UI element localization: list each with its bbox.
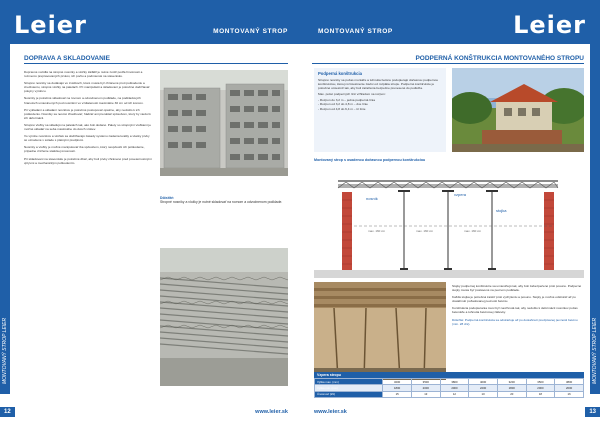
row-label: Únosnosť (kN) [315, 391, 383, 397]
table-cell: 15 [383, 391, 412, 397]
table-cell: 1800 [383, 385, 412, 391]
paragraph: Stojky podpernej konštrukcie sa umiestňujú tak, aby boli zabezpečené proti posunu. Podperné stojky musia byť postavené na pevnom podklade. [452, 284, 582, 293]
left-header-title: MONTOVANÝ STROP [213, 28, 288, 35]
diagram-spacing-2: max. 160 cm [416, 229, 434, 233]
right-page [300, 0, 600, 424]
list-item: - Rozpon od 3,2 do 4,8 m – dve línie [318, 102, 368, 107]
right-header-title: MONTOVANÝ STROP [318, 28, 393, 35]
left-header [0, 0, 300, 44]
paragraph: Nosníky je potrebné skladovať na rovnom a odvodnenom podklade, na podkladových hranoloch umiestnených pod nosníkmi vo vzdialenosti maximálne 30 cm od ich koncov. [24, 96, 144, 105]
table-cell: 10 [469, 391, 498, 397]
table-cell: 3800 [440, 379, 469, 385]
paragraph: Vo výrobe nosníkov a vložiek sa dodržiavajú zásady systému riadenia kvality a všetky prvky sú označené v súlade s platnými predpismi. [24, 134, 150, 143]
leier-logo: Leier [513, 11, 586, 39]
right-page-footer [300, 404, 600, 424]
right-side-strip [590, 44, 600, 394]
diagram-spacing-3: max. 160 cm [464, 229, 482, 233]
left-wall [342, 192, 352, 270]
ceiling-props-image [314, 282, 446, 380]
infobox-list-title: Max. počet podperných línií vzhľadom na rozpon: [318, 92, 386, 97]
stacked-blocks-image [160, 70, 288, 176]
left-website-link[interactable]: www.leier.sk [255, 409, 288, 415]
support-diagram [314, 170, 584, 278]
table-cell: 1800 [497, 385, 526, 391]
note: Dôležité: Podperná konštrukcia sa odstraňuje až po dosiahnutí predpísanej pevnosti betónu (min. 28 dní). [452, 317, 578, 326]
stacked-beams-image [160, 248, 288, 386]
paragraph: Dopravné vozidlá na stropné nosníky a vložky LEIER je nutné zvoliť podľa hmotnosti a rozmerov prepravovaných prvkov, ich počtu a podmienok na stavenisku. [24, 70, 143, 79]
photo-stacked-beams [160, 248, 288, 386]
table-cell: 3800 [555, 379, 584, 385]
table-cell: 2000 [526, 385, 555, 391]
props-table [314, 372, 584, 398]
paragraph: Každá stojka je potrebná zaistiť proti vychýleniu a posunu. Stojky je možné odstrániť až po dosiahnutí požadovanej pevnosti betónu. [452, 295, 576, 304]
diagram-label-pillar: stojka [496, 208, 507, 213]
right-body-text [452, 284, 584, 329]
photo-house-construction [452, 68, 584, 152]
table-row [315, 391, 584, 397]
table-cell: 2000 [440, 385, 469, 391]
paragraph: Stropné vložky sa skladujú na paletách tak, ako boli dodané. Palety so stropnými vložkami je možné ukladať na seba maximálne do dvoch vrstiev. [24, 122, 151, 132]
caption-text: Stropné nosníky a vložky je nutné skladovať na rovnom a odvodnenom podklade. [160, 200, 283, 205]
left-side-strip [0, 44, 10, 394]
row-label: Výška max. (mm) [315, 379, 383, 385]
right-header [300, 0, 600, 44]
right-website-link[interactable]: www.leier.sk [314, 409, 347, 415]
support-infobox [314, 68, 446, 152]
table-cell: 3200 [497, 379, 526, 385]
table-cell: 2200 [469, 385, 498, 391]
infobox-list [318, 98, 442, 110]
table-cell: 3500 [526, 379, 555, 385]
right-wall [544, 192, 554, 270]
list-item: - Rozpon od 4,8 do 6,4 m – tri línie [318, 106, 366, 111]
table-cell: 13 [411, 391, 440, 397]
photo-stacked-blocks [160, 70, 288, 176]
left-page-number: 12 [0, 407, 15, 417]
support-structure-diagram [314, 170, 584, 278]
paragraph: Pri skladovaní na stavenisku je potrebné dbať, aby boli prvky chránené pred poveternostnými vplyvmi a mechanickým poškodením. [24, 156, 152, 165]
right-section-rule [312, 63, 584, 64]
left-section-title: DOPRAVA A SKLADOVANIE [24, 55, 110, 62]
table-cell: 18 [526, 391, 555, 397]
props-table-title: Vzpera stropu [314, 372, 584, 378]
table-cell: 3500 [411, 379, 440, 385]
table-cell: 2000 [555, 385, 584, 391]
infobox-title: Podperná konštrukcia [318, 71, 362, 76]
infobox-paragraph: Stropné nosníky sa počas montáže a tuhnutia betónu podopierajú dočasnou podpernou konštrukciou, ktorej rozmiestnenie závisí od rozpätia stropu. Podperné konštrukcie je potrebné umiestniť tak, aby boli zaťaženia bezpečne prenesené do podložia. [318, 78, 439, 91]
house-image [452, 68, 584, 152]
left-page-footer [0, 404, 300, 424]
diagram-label-prop: vzpera [454, 192, 467, 197]
table-cell: 12 [440, 391, 469, 397]
row-label: Výška min. (mm) [315, 385, 383, 391]
diagram-spacing-1: max. 160 cm [368, 229, 386, 233]
right-side-label: MONTOVANÝ STROP LEIER [592, 317, 598, 384]
table-cell: 3200 [383, 379, 412, 385]
paragraph: Konštrukcia podopierania musí byť navrhnutá tak, aby nedošlo k deformácii nosníkov počas betonáže a tuhnutia betónovej zálievky. [452, 306, 578, 315]
paragraph: Nosníky a vložky je možné manipulovať iba spôsobom, ktorý nespôsobí ich poškodenie, prípadne zníženie statickej únosnosti. [24, 145, 145, 154]
left-section-rule [24, 63, 288, 64]
paragraph: Stropné nosníky sa dodávajú vo zväzkoch, ktoré musia byť chránené proti poškodeniu a znečisteniu, stropné vložky na paletách. Pri manipulácii a skladovaní je potrebné dodržiavať pokyny výrobcu. [24, 81, 150, 94]
table-cell: 20 [497, 391, 526, 397]
leier-logo: Leier [14, 11, 87, 39]
right-page-number: 13 [585, 407, 600, 417]
diagram-label-beam: nosník [366, 196, 378, 201]
right-section-title: PODPERNÁ KONŠTRUKCIA MONTOVANÉHO STROPU [415, 55, 584, 62]
table-cell: 2000 [411, 385, 440, 391]
photo-ceiling-props [314, 282, 446, 380]
table-cell: 4000 [469, 379, 498, 385]
left-caption [160, 196, 288, 205]
paragraph: Pri vykladaní a ukladaní nosníkov je potrebné postupovať opatrne, aby nedošlo k ich poškodeniu. Nosníky sa nesmú zhadzovať, hádzať ani prenášať spôsobom, ktorý by viedol k ich deformácii. [24, 107, 151, 120]
left-body-text [24, 70, 152, 168]
table-cell: 16 [555, 391, 584, 397]
list-item: - Rozpon do 3,2 m – jedna podperná línia [318, 98, 375, 103]
diagram-title: Montovaný strop s osadenou dočasnou podpernou konštrukciou [314, 158, 426, 162]
left-side-label: MONTOVANÝ STROP LEIER [2, 317, 8, 384]
caption-title: Dôležité: [160, 196, 175, 200]
